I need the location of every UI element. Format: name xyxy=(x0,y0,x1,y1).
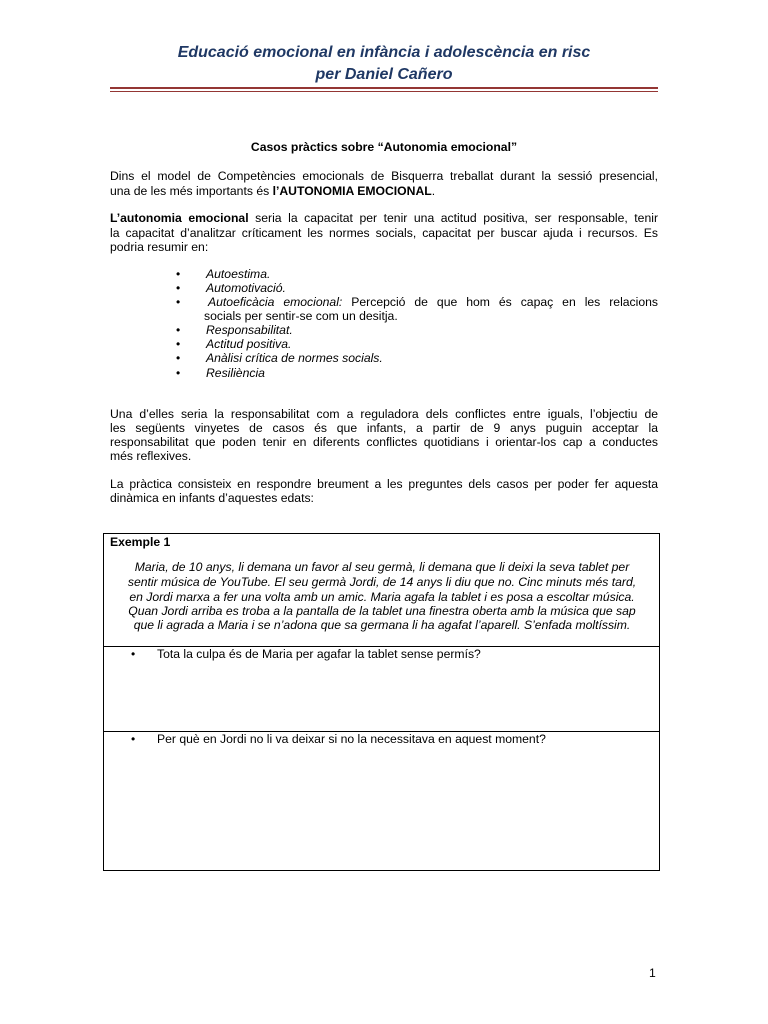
bullet-dot: • xyxy=(176,267,181,281)
case-line-1: Maria, de 10 anys, li demana un favor al seu germà, li demana que li deixi la seva tablet per xyxy=(134,560,630,574)
bullet-item-4: Responsabilitat. xyxy=(206,323,293,337)
bullet-dot: • xyxy=(176,323,181,337)
bullet-dot: • xyxy=(176,295,181,309)
case-line-5: que li agrada a Maria i se n’adona que sa germana li ha agafat l’aparell. S’enfada moltíssim. xyxy=(133,618,631,632)
intro-line-1: Dins el model de Competències emocionals de Bisquerra treballat durant la sessió presencial, xyxy=(110,169,658,183)
para1-line-2: les següents vinyetes de casos és que infants, a partir de 9 anys puguin acceptar la xyxy=(110,421,658,435)
header-rule-thick xyxy=(110,87,658,89)
bullet-item-3 xyxy=(208,295,658,310)
definition-line-1-rest: seria la capacitat per tenir una actitud positiva, ser responsable, tenir xyxy=(248,211,658,225)
bullet-dot: • xyxy=(176,366,181,380)
header-title-line2: per Daniel Cañero xyxy=(315,66,453,83)
para1-line-1: Una d’elles seria la responsabilitat com a reguladora dels conflictes entre iguals, l’objectiu de xyxy=(110,407,658,421)
intro-highlight: l’AUTONOMIA EMOCIONAL xyxy=(272,184,432,198)
bullet-item-3-rest: Percepció de que hom és capaç en les relacions xyxy=(342,295,659,309)
bullet-dot: • xyxy=(176,337,181,351)
case-line-4: Quan Jordi arriba es troba a la pantalla de la tablet una finestra oberta amb la música que sap xyxy=(128,604,636,618)
intro-line-2-suffix: . xyxy=(431,184,436,198)
definition-line-1 xyxy=(110,211,658,226)
bullet-dot: • xyxy=(176,281,181,295)
bullet-item-7: Resiliència xyxy=(206,366,265,380)
header-title-line1: Educació emocional en infància i adolescència en risc xyxy=(177,44,591,61)
intro-line-2-prefix: una de les més importants és xyxy=(110,184,273,198)
para2-line-2: dinàmica en infants d’aquestes edats: xyxy=(110,491,314,505)
document-title: Casos pràctics sobre “Autonomia emocional” xyxy=(250,140,518,154)
question-bullet: • xyxy=(131,647,136,661)
bullet-item-3-term: Autoeficàcia emocional: xyxy=(208,295,343,309)
para1-line-4: més reflexives. xyxy=(110,449,192,463)
bullet-item-3-line-2: socials per sentir-se com un desitja. xyxy=(204,309,398,323)
definition-line-2: la capacitat d’analitzar críticament les normes socials, capacitat per buscar ajuda i recursos. Es xyxy=(110,226,658,240)
definition-line-3: podria resumir en: xyxy=(110,240,209,254)
intro-line-2 xyxy=(110,184,658,199)
bullet-item-6: Anàlisi crítica de normes socials. xyxy=(206,351,383,365)
para1-line-3: responsabilitat que poden tenir en diferents conflictes quotidians i orientar-los cap a conductes xyxy=(110,435,658,449)
case-line-3: en Jordi marxa a fer una volta amb un amic. Maria agafa la tablet i es posa a escoltar música. xyxy=(129,590,635,604)
definition-term: L’autonomia emocional xyxy=(110,211,249,225)
page-number: 1 xyxy=(649,966,656,980)
example-title: Exemple 1 xyxy=(110,535,171,549)
bullet-item-5: Actitud positiva. xyxy=(206,337,292,351)
question-2: Per què en Jordi no li va deixar si no la necessitava en aquest moment? xyxy=(157,732,546,746)
bullet-item-2: Automotivació. xyxy=(206,281,286,295)
question-1: Tota la culpa és de Maria per agafar la tablet sense permís? xyxy=(157,647,481,661)
question-bullet: • xyxy=(131,732,136,746)
case-line-2: sentir música de YouTube. El seu germà Jordi, de 14 anys li diu que no. Cinc minuts més tard, xyxy=(127,575,637,589)
para2-line-1: La pràctica consisteix en respondre breument a les preguntes dels casos per poder fer aquesta xyxy=(110,477,658,491)
bullet-item-1: Autoestima. xyxy=(206,267,271,281)
header-rule-thin xyxy=(110,91,658,92)
bullet-dot: • xyxy=(176,351,181,365)
